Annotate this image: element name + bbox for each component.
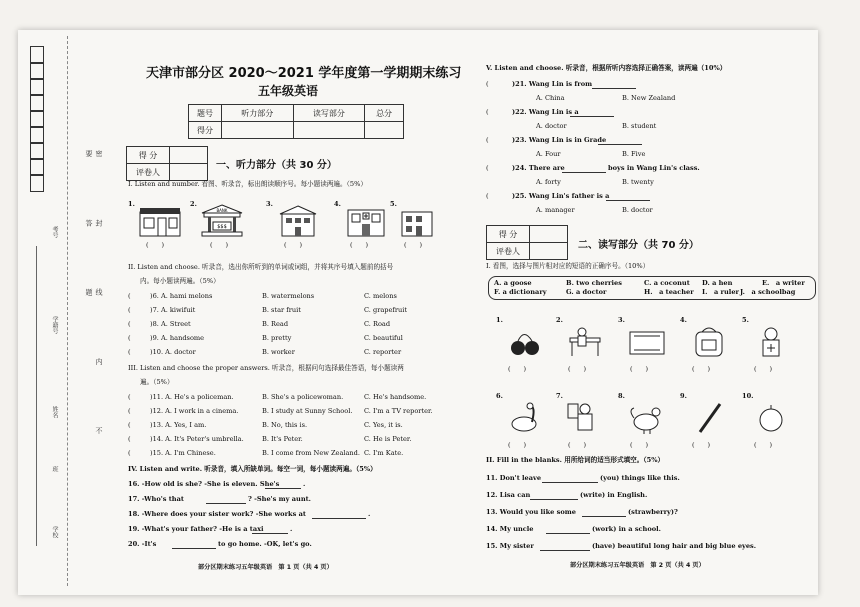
q4-instruction: IV. Listen and write. 听录音，填入所缺单词。每空一词，每小题读两遍。（5%） xyxy=(128,465,377,473)
question-text: 13. Would you like some xyxy=(486,508,576,516)
answer-blank[interactable] xyxy=(592,81,636,89)
answer-paren-open[interactable]: ( xyxy=(128,348,131,356)
answer-paren-open[interactable]: ( xyxy=(128,292,131,300)
option-phrase: H. a teacher xyxy=(644,288,694,296)
question-text: 12. Lisa can xyxy=(486,491,531,499)
bank-sign: BANK xyxy=(216,208,228,213)
answer-paren[interactable]: ( ) xyxy=(508,365,527,373)
pic-number: 7. xyxy=(556,392,563,400)
pic-number: 5. xyxy=(390,200,397,208)
question-text: 16. -How old is she? -She is eleven. She's xyxy=(128,480,280,488)
option-phrase: B. two cherries xyxy=(566,279,622,287)
option-b: B. It's Peter. xyxy=(262,435,303,443)
option-phrase: D. a hen xyxy=(702,279,733,287)
option-b: B. I come from New Zealand. xyxy=(262,449,360,457)
option-a: A. forty xyxy=(536,178,561,186)
answer-paren[interactable]: ( ) xyxy=(692,441,711,449)
answer-paren[interactable]: ( ) xyxy=(754,365,773,373)
part1-title: 一、听力部分（共 30 分） xyxy=(216,160,337,171)
option-a: )15. A. I'm Chinese. xyxy=(150,449,216,457)
option-phrase: E. a writer xyxy=(762,279,805,287)
student-no-label: 学籍号 xyxy=(51,316,58,334)
exam-title: 天津市部分区 2020～2021 学年度第一学期期末练习 xyxy=(146,66,462,81)
dictionary-picture xyxy=(626,324,670,358)
option-c: C. reporter xyxy=(364,348,402,356)
q3-instruction: III. Listen and choose the proper answers. 听录音，根据问句选择最佳答语，每小题读两 xyxy=(128,364,404,372)
answer-blank[interactable] xyxy=(570,109,614,117)
building-picture xyxy=(276,204,320,238)
grader-label: 评卷人 xyxy=(127,164,170,181)
coconut-picture xyxy=(750,400,794,434)
teacher-picture xyxy=(564,324,608,358)
option-b: B. star fruit xyxy=(262,306,301,314)
grader-cell[interactable] xyxy=(170,164,208,181)
seal-line xyxy=(67,36,68,586)
score-cell[interactable] xyxy=(293,122,365,139)
question-text: 11. Don't leave xyxy=(486,474,542,482)
answer-paren-open[interactable]: ( xyxy=(128,407,131,415)
seal-line-text: 密 封 线 内 不 要 答 题 xyxy=(85,150,103,464)
answer-paren[interactable]: ( ) xyxy=(630,441,649,449)
bank-picture xyxy=(200,204,244,238)
answer-paren-open[interactable]: ( xyxy=(486,192,489,200)
question-text-end: . xyxy=(368,510,371,518)
answer-blank[interactable] xyxy=(252,526,288,534)
question-text: 14. My uncle xyxy=(486,525,534,533)
score-cell[interactable] xyxy=(365,122,404,139)
answer-paren[interactable]: ( ) xyxy=(350,241,369,249)
answer-blank[interactable] xyxy=(606,193,650,201)
answer-blank[interactable] xyxy=(598,137,642,145)
score-table-header: 读写部分 xyxy=(293,105,365,122)
answer-paren[interactable]: ( ) xyxy=(630,365,649,373)
question-text: 18. -Where does your sister work? -She works at xyxy=(128,510,306,518)
question-text: 17. -Who's that xyxy=(128,495,184,503)
r1-instruction: I. 看图，选择与图片相对应的短语的正确序号。（10%） xyxy=(486,262,650,270)
school-label: 学校 xyxy=(51,526,58,538)
option-c: C. Yes, it is. xyxy=(364,421,403,429)
option-a: )9. A. handsome xyxy=(150,334,205,342)
goose-picture xyxy=(504,400,548,434)
part1-score-box xyxy=(126,146,208,181)
question-text-end: . xyxy=(303,480,306,488)
pic-number: 6. xyxy=(496,392,503,400)
r2-instruction: II. Fill in the blanks. 用所给词的适当形式填空。（5%） xyxy=(486,456,665,464)
page1-footer: 部分区期末练习五年级英语 第 1 页（共 4 页） xyxy=(198,564,333,571)
answer-blank[interactable] xyxy=(312,511,366,519)
pic-number: 4. xyxy=(334,200,341,208)
option-a: )13. A. Yes, I am. xyxy=(150,421,207,429)
answer-paren-open[interactable]: ( xyxy=(128,421,131,429)
option-a: )10. A. doctor xyxy=(150,348,196,356)
option-phrase: J. a schoolbag xyxy=(740,288,796,296)
question-text: )24. There are xyxy=(512,164,565,172)
answer-paren-open[interactable]: ( xyxy=(486,108,489,116)
option-b: B. twenty xyxy=(622,178,654,186)
option-b: B. She's a policewoman. xyxy=(262,393,344,401)
answer-blank[interactable] xyxy=(582,509,626,517)
answer-blank[interactable] xyxy=(265,481,301,489)
cherries-picture xyxy=(504,324,548,358)
option-b: B. pretty xyxy=(262,334,292,342)
pic-number: 3. xyxy=(618,316,625,324)
answer-paren[interactable]: ( ) xyxy=(508,441,527,449)
score-label: 得 分 xyxy=(127,147,170,164)
ruler-picture xyxy=(688,400,732,434)
exam-no-label: 考号 xyxy=(51,226,58,238)
question-text: )25. Wang Lin's father is a xyxy=(512,192,610,200)
score-table-header: 听力部分 xyxy=(222,105,294,122)
question-text-end: (work) in a school. xyxy=(592,525,661,533)
option-a: )12. A. I work in a cinema. xyxy=(150,407,239,415)
score-label: 得 分 xyxy=(487,226,530,243)
page2-footer: 部分区期末练习五年级英语 第 2 页（共 4 页） xyxy=(570,562,705,569)
score-table-header: 总分 xyxy=(365,105,404,122)
option-b: B. doctor xyxy=(622,206,653,214)
score-cell[interactable] xyxy=(222,122,294,139)
writer-picture xyxy=(564,400,608,434)
option-phrase: I. a ruler xyxy=(702,288,739,296)
answer-paren-open[interactable]: ( xyxy=(128,306,131,314)
question-text-end: (strawberry)? xyxy=(628,508,678,516)
score-table xyxy=(188,104,404,139)
answer-paren[interactable]: ( ) xyxy=(284,241,303,249)
option-a: A. China xyxy=(536,94,565,102)
option-b: B. New Zealand xyxy=(622,94,676,102)
part2-score-box xyxy=(486,225,568,260)
q3-instruction-cont: 遍。（5%） xyxy=(140,378,174,386)
hospital-picture xyxy=(344,204,388,238)
option-a: )14. A. It's Peter's umbrella. xyxy=(150,435,244,443)
option-a: )11. A. He's a policeman. xyxy=(150,393,234,401)
shop-picture xyxy=(138,204,182,238)
pic-number: 5. xyxy=(742,316,749,324)
hen-picture xyxy=(626,400,670,434)
option-a: A. doctor xyxy=(536,122,567,130)
answer-paren[interactable]: ( ) xyxy=(568,365,587,373)
question-text-end: ? -She's my aunt. xyxy=(248,495,311,503)
option-c: C. I'm a TV reporter. xyxy=(364,407,433,415)
answer-paren-open[interactable]: ( xyxy=(128,449,131,457)
pic-number: 3. xyxy=(266,200,273,208)
class-label: 班 xyxy=(51,466,58,472)
option-b: B. Five xyxy=(622,150,646,158)
svg-text:$$$: $$$ xyxy=(217,224,227,230)
q2-instruction-cont: 内。每小题读两遍。（5%） xyxy=(140,277,220,285)
option-a: )8. A. Street xyxy=(150,320,191,328)
answer-blank[interactable] xyxy=(542,475,598,483)
answer-paren-open[interactable]: ( xyxy=(486,136,489,144)
option-c: C. He is Peter. xyxy=(364,435,412,443)
option-b: B. worker xyxy=(262,348,295,356)
q1-instruction: I. Listen and number. 看图、听录音，标出朗读顺序号。每小题读两遍。（5%） xyxy=(128,180,367,188)
exam-no-box xyxy=(30,174,44,192)
pic-number: 9. xyxy=(680,392,687,400)
q5-instruction: V. Listen and choose. 听录音，根据所听内容选择正确答案，读两遍（10%） xyxy=(486,64,727,72)
option-a: )7. A. kiwifuit xyxy=(150,306,196,314)
question-text: )23. Wang Lin is in Grade xyxy=(512,136,607,144)
part2-title: 二、读写部分（共 70 分） xyxy=(578,240,699,251)
score-cell[interactable] xyxy=(170,147,208,164)
answer-paren-open[interactable]: ( xyxy=(486,164,489,172)
binding-strip xyxy=(26,46,86,586)
answer-paren[interactable]: ( ) xyxy=(146,241,165,249)
answer-blank[interactable] xyxy=(540,543,590,551)
pic-number: 1. xyxy=(496,316,503,324)
answer-blank[interactable] xyxy=(206,496,246,504)
pic-number: 10. xyxy=(742,392,754,400)
option-c: C. Road xyxy=(364,320,391,328)
answer-paren[interactable]: ( ) xyxy=(692,365,711,373)
pic-number: 4. xyxy=(680,316,687,324)
question-text-end: (have) beautiful long hair and big blue eyes. xyxy=(592,542,757,550)
answer-paren[interactable]: ( ) xyxy=(210,241,229,249)
answer-blank[interactable] xyxy=(546,526,590,534)
answer-paren-open[interactable]: ( xyxy=(128,435,131,443)
option-phrase: F. a dictionary xyxy=(494,288,547,296)
answer-paren[interactable]: ( ) xyxy=(404,241,423,249)
score-cell[interactable] xyxy=(530,226,568,243)
score-row-label: 得分 xyxy=(189,122,222,139)
option-a: A. manager xyxy=(536,206,575,214)
answer-paren[interactable]: ( ) xyxy=(568,441,587,449)
option-a: A. Four xyxy=(536,150,561,158)
option-c: C. melons xyxy=(364,292,397,300)
question-text-end: boys in Wang Lin's class. xyxy=(608,164,700,172)
grader-cell[interactable] xyxy=(530,243,568,260)
question-text: 19. -What's your father? -He is a taxi xyxy=(128,525,264,533)
question-text: 15. My sister xyxy=(486,542,534,550)
option-phrase: G. a doctor xyxy=(566,288,607,296)
option-b: B. Read xyxy=(262,320,289,328)
option-c: C. I'm Kate. xyxy=(364,449,404,457)
answer-paren-open[interactable]: ( xyxy=(128,334,131,342)
option-b: B. watermelons xyxy=(262,292,315,300)
option-a: )6. A. hami melons xyxy=(150,292,213,300)
option-b: B. No, this is. xyxy=(262,421,308,429)
pic-number: 1. xyxy=(128,200,135,208)
option-c: C. He's handsome. xyxy=(364,393,427,401)
q2-instruction: II. Listen and choose. 听录音，选出你所听到的单词或词组，并将其序号填入题前的括号 xyxy=(128,263,394,271)
option-b: B. student xyxy=(622,122,657,130)
name-label: 姓名 xyxy=(51,406,58,418)
option-phrase: A. a goose xyxy=(494,279,532,287)
schoolbag-picture xyxy=(688,324,732,358)
binding-line xyxy=(36,246,37,546)
school-picture xyxy=(400,204,434,238)
question-text-end: (write) in English. xyxy=(580,491,648,499)
option-c: C. beautiful xyxy=(364,334,403,342)
question-text-end: to go home. -OK, let's go. xyxy=(218,540,312,548)
option-phrase: C. a coconut xyxy=(644,279,690,287)
score-table-header: 题号 xyxy=(189,105,222,122)
doctor-picture xyxy=(750,324,794,358)
question-text: )22. Wang Lin is a xyxy=(512,108,579,116)
exam-subtitle: 五年级英语 xyxy=(258,84,319,98)
pic-number: 8. xyxy=(618,392,625,400)
pic-number: 2. xyxy=(556,316,563,324)
question-text-end: . xyxy=(290,525,293,533)
answer-blank[interactable] xyxy=(562,165,606,173)
answer-blank[interactable] xyxy=(172,541,216,549)
answer-paren[interactable]: ( ) xyxy=(754,441,773,449)
option-b: B. I study at Sunny School. xyxy=(262,407,353,415)
answer-paren-open[interactable]: ( xyxy=(128,320,131,328)
question-text-end: (you) things like this. xyxy=(600,474,680,482)
answer-paren-open[interactable]: ( xyxy=(128,393,131,401)
question-text: )21. Wang Lin is from xyxy=(512,80,593,88)
answer-blank[interactable] xyxy=(530,492,578,500)
question-text: 20. -It's xyxy=(128,540,157,548)
answer-paren-open[interactable]: ( xyxy=(486,80,489,88)
grader-label: 评卷人 xyxy=(487,243,530,260)
option-c: C. grapefruit xyxy=(364,306,408,314)
pic-number: 2. xyxy=(190,200,197,208)
